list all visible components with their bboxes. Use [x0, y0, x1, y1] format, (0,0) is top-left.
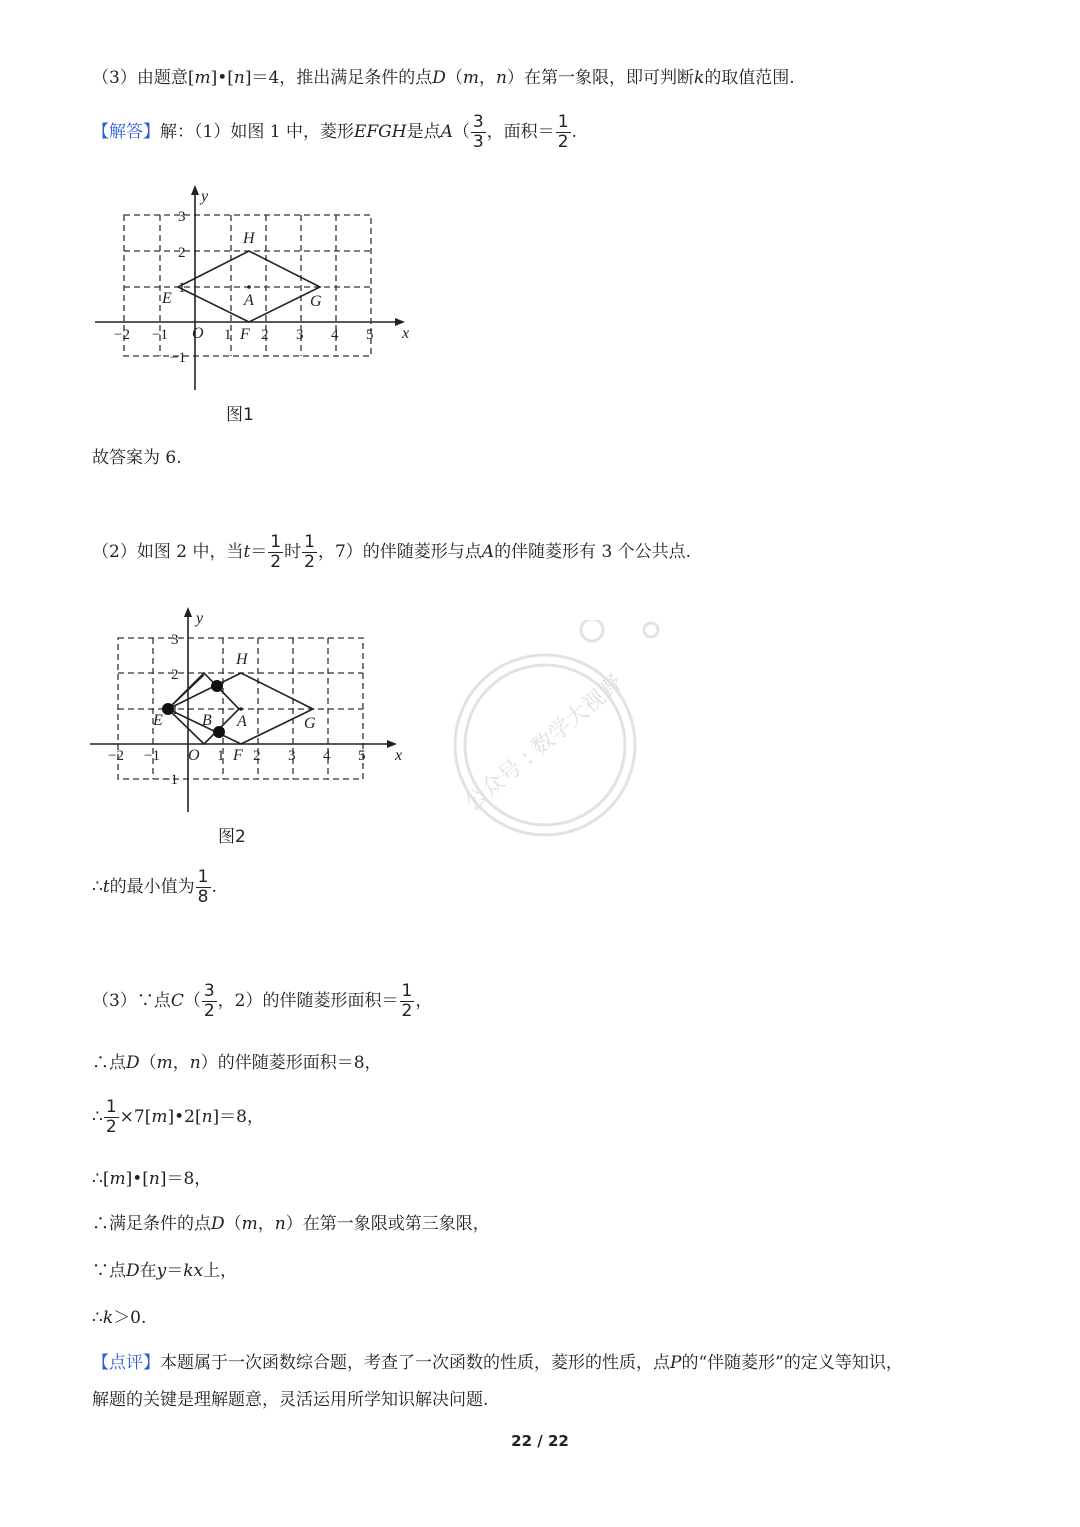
y-tick: 1: [178, 280, 186, 296]
page-number: 22 / 22: [511, 1432, 569, 1450]
proof-line: ∴点D（m，n）的伴随菱形面积＝8，: [92, 1053, 382, 1073]
min-t-line: ∴t的最小值为 $\frac{1}{8}$ .: [92, 867, 217, 907]
answer-result: 故答案为 6.: [92, 448, 182, 468]
fraction: $\frac{1}{2}$: [105, 1097, 117, 1137]
x-tick: 5: [358, 748, 366, 764]
point-e-label: E: [153, 712, 163, 729]
x-tick: 4: [323, 748, 331, 764]
watermark-seal: [425, 620, 665, 860]
figure-2-caption: 图2: [218, 827, 246, 847]
x-tick: −2: [108, 748, 124, 764]
point-a-label: A: [244, 292, 254, 309]
answer-part-1: 【解答】解：（1）如图 1 中，菱形EFGH是点A（ $\frac{3}{3}$ ，面积＝ $\frac{1}{2}$ .: [92, 112, 577, 152]
fraction: $\frac{1}{2}$: [304, 532, 315, 572]
point-a-label: A: [237, 713, 247, 730]
figure-1-caption: 图1: [226, 405, 254, 425]
proof-line: ∴[m]•[n]＝8，: [92, 1169, 212, 1189]
answer-part-2: （2）如图 2 中，当t＝ $\frac{1}{2}$ 时 $\frac{1}{2}$ ，7）的伴随菱形与点A的伴随菱形有 3 个公共点.: [92, 532, 692, 572]
point-h-label: H: [243, 230, 255, 247]
comment-line-2: 解题的关键是理解题意，灵活运用所学知识解决问题.: [92, 1390, 489, 1410]
y-tick: 3: [178, 209, 186, 225]
point-f-label: F: [240, 326, 250, 343]
figure-2: [85, 600, 415, 830]
x-axis-label: x: [402, 325, 410, 342]
point-b-label: B: [202, 712, 212, 729]
x-axis-label: x: [395, 747, 403, 764]
x-tick: 2: [261, 327, 269, 343]
comment-tag: 【点评】: [92, 1353, 160, 1373]
proof-line: ∴满足条件的点D（m，n）在第一象限或第三象限，: [92, 1214, 490, 1234]
y-axis-label: y: [196, 610, 204, 627]
y-tick: 2: [178, 245, 186, 261]
point-f-label: F: [233, 747, 243, 764]
conclusion-line: ∴k＞0.: [92, 1308, 147, 1328]
fraction: $\frac{3}{3}$: [472, 112, 484, 152]
answer-tag: 【解答】: [92, 122, 160, 142]
answer-part-3: （3）∵点C（ $\frac{3}{2}$ ，2）的伴随菱形面积＝ $\frac{1}{2}$ ，: [92, 981, 433, 1021]
x-tick: −2: [114, 327, 130, 343]
fraction: $\frac{1}{8}$: [197, 867, 209, 907]
comment-line-1: 【点评】本题属于一次函数综合题，考查了一次函数的性质，菱形的性质，点P的“伴随菱形”的定义等知识，: [92, 1353, 903, 1373]
x-tick: 4: [331, 327, 339, 343]
x-tick: 3: [296, 327, 304, 343]
figure-1: [90, 180, 420, 430]
x-tick: 5: [366, 327, 374, 343]
origin-label: O: [192, 325, 204, 342]
y-axis-label: y: [201, 188, 209, 205]
x-tick: −1: [144, 748, 160, 764]
point-h-label: H: [236, 651, 248, 668]
point-g-label: G: [304, 715, 316, 732]
watermark-text: 公众号 : 数学大视野: [460, 670, 628, 817]
point-e-label: E: [162, 290, 172, 307]
y-tick: 3: [171, 632, 179, 648]
x-tick: 1: [217, 748, 225, 764]
y-tick: 2: [171, 667, 179, 683]
proof-line: ∴ $\frac{1}{2}$ ×7[m]•2[n]＝8，: [92, 1097, 264, 1137]
x-tick: 1: [224, 327, 232, 343]
y-tick: 1: [171, 702, 179, 718]
fraction: $\frac{1}{2}$: [270, 532, 282, 572]
origin-label: O: [188, 747, 200, 764]
fraction: $\frac{1}{2}$: [401, 981, 413, 1021]
proof-line: ∵点D在y＝kx上，: [92, 1261, 238, 1281]
y-tick: −1: [162, 772, 178, 788]
fraction: $\frac{3}{2}$: [203, 981, 215, 1021]
point-g-label: G: [310, 293, 322, 310]
x-tick: 2: [253, 748, 261, 764]
x-tick: −1: [152, 327, 168, 343]
fraction: $\frac{1}{2}$: [557, 112, 569, 152]
x-tick: 3: [288, 748, 296, 764]
y-tick: −1: [170, 350, 186, 366]
analysis-line-3: （3）由题意[m]•[n]＝4，推出满足条件的点D（m，n）在第一象限，即可判断k的取值范围.: [92, 68, 795, 88]
